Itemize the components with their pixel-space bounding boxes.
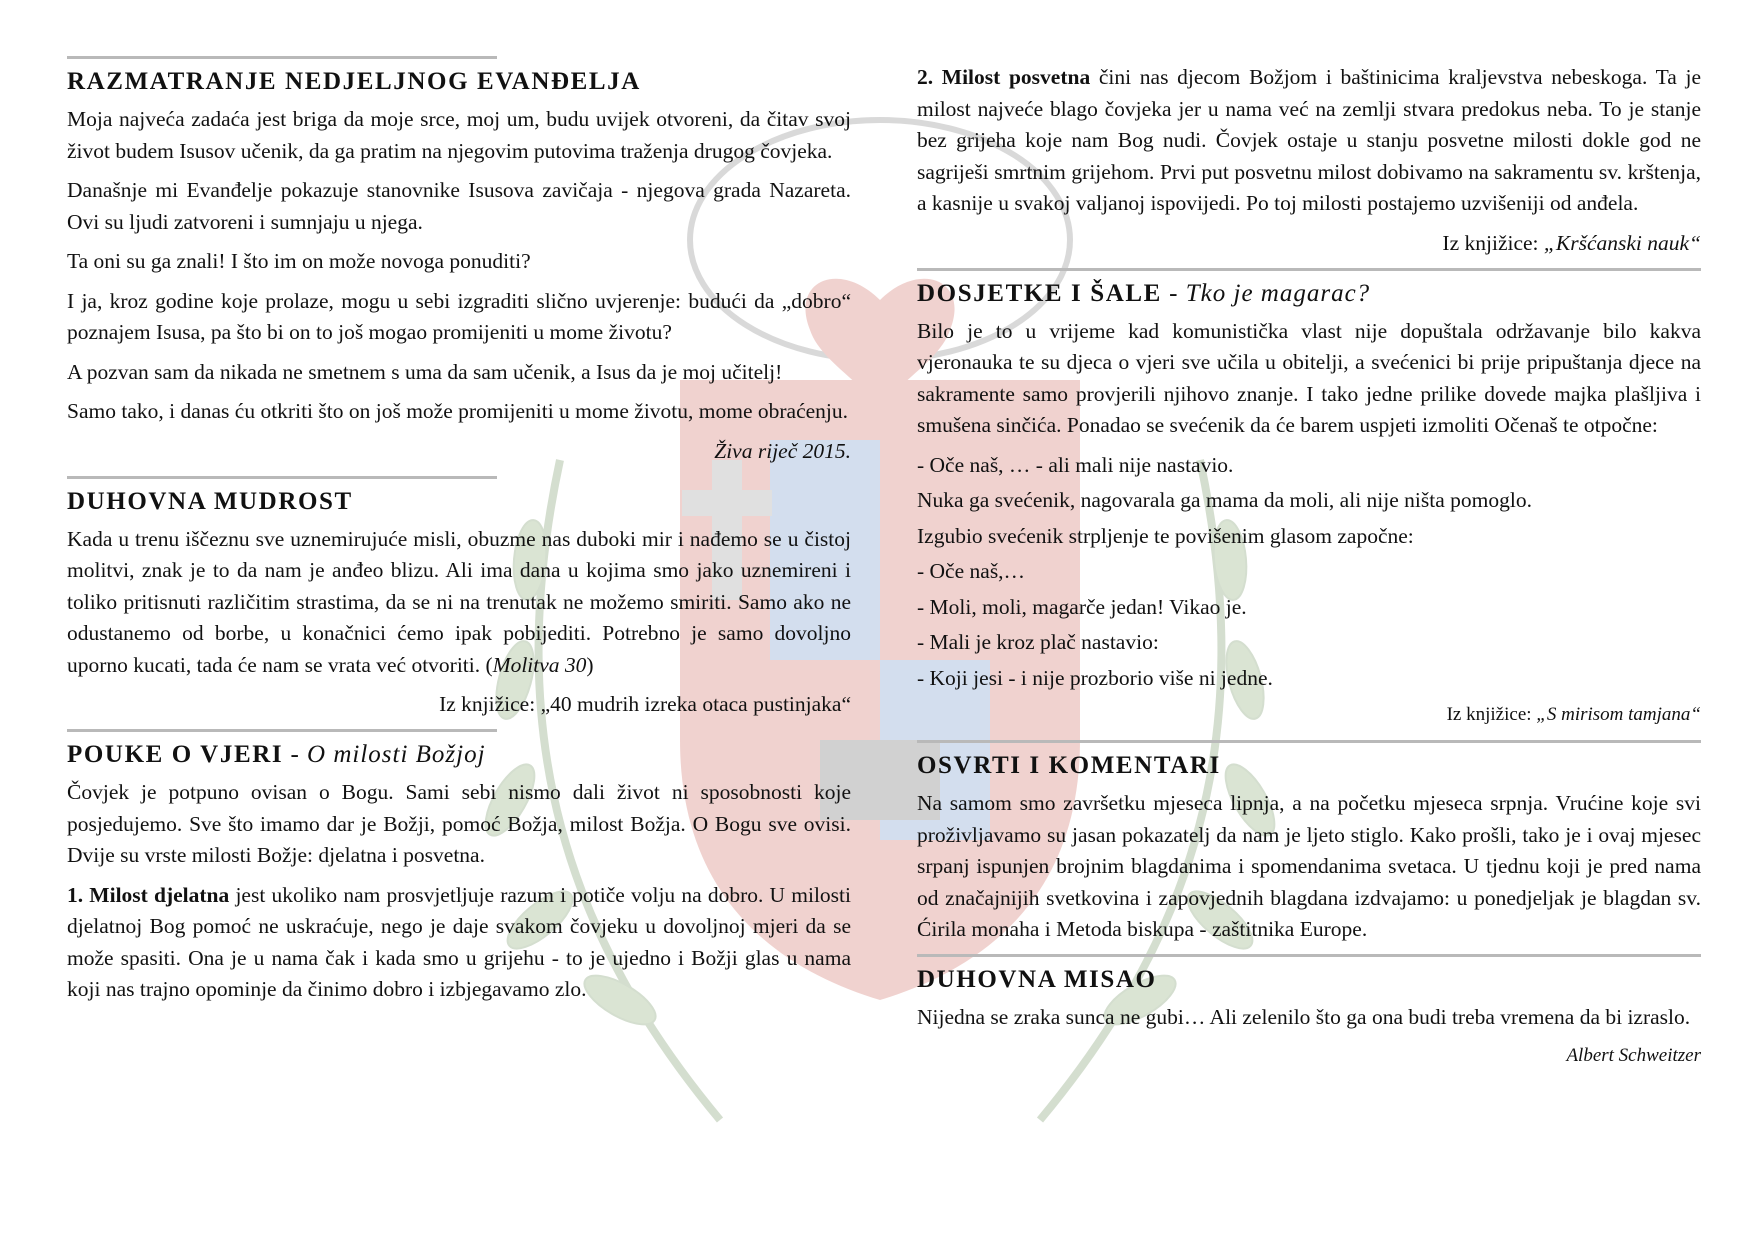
paragraph — [67, 524, 851, 682]
section-title-main: POUKE O VJERI — [67, 741, 284, 768]
source-citation — [917, 700, 1701, 730]
section-title: RAZMATRANJE NEDJELJNOG EVANĐELJA — [67, 68, 641, 95]
section-spiritual-thought — [917, 954, 1701, 1072]
paragraph-text: čini nas djecom Božjom i baštinicima kraljevstva nebeskoga. Ta je milost najveće blago čovjeka jer u nama već na zemlji stvara predokus neba. To je stanje bez grijeha koje nam Bog nudi. Čovjek ostaje u stanju posvetne milosti dokle god ne sagriješi smrtnim grijehom. Prvi put posvetnu milost dobivamo na sakramentu sv. krštenja, a kasnije u svakoj valjanoj ispovijedi. Po toj milosti postajemo uzvišeniji od anđela. — [917, 65, 1701, 215]
dialogue-line: - Oče naš, … - ali mali nije nastavio. — [917, 452, 1234, 477]
source-citation — [917, 228, 1701, 258]
section-title-main: DOSJETKE I ŠALE — [917, 279, 1162, 307]
section-title: OSVRTI I KOMENTARI — [917, 752, 1221, 779]
paragraph: Moja najveća zadaća jest briga da moje srce, moj um, budu uvijek otvoreni, da čitav svoj život budem Isusov učenik, da ga pratim na njegovim putovima traženja drugog čovjeka. — [67, 107, 851, 163]
section-spiritual-wisdom — [67, 476, 851, 720]
dialogue-line: - Oče naš,… — [917, 559, 1026, 583]
source-citation: Živa riječ 2015. — [714, 438, 851, 463]
source-title: „Kršćanski nauk“ — [1543, 230, 1701, 255]
section-divider — [67, 56, 497, 59]
dialogue-line: Izgubio svećenik strpljenje te povišenim glasom započne: — [917, 523, 1414, 548]
dialogue-line: - Mali je kroz plač nastavio: — [917, 630, 1159, 654]
paragraph: I ja, kroz godine koje prolaze, mogu u sebi izgraditi slično uvjerenje: budući da „dobro“ poznajem Isusa, pa što bi on to još mogao promijeniti u mome životu? — [67, 288, 851, 344]
reference-close: ) — [586, 652, 594, 677]
reference: Molitva 30 — [492, 652, 587, 677]
paragraph: Nijedna se zraka sunca ne gubi… Ali zelenilo što ga ona budi treba vremena da bi izraslo. — [917, 1004, 1691, 1029]
title-separator: - — [283, 741, 308, 768]
source-prefix: Iz knjižice: — [1442, 230, 1544, 255]
section-comments — [917, 740, 1701, 946]
dialogue-line: - Koji jesi - i nije prozborio više ni jedne. — [917, 665, 1273, 690]
paragraph — [917, 62, 1701, 220]
source-prefix: Iz knjižice: — [1446, 704, 1537, 725]
paragraph: Ta oni su ga znali! I što im on može novoga ponuditi? — [67, 249, 531, 273]
paragraph: A pozvan sam da nikada ne smetnem s uma da sam učenik, a Isus da je moj učitelj! — [67, 359, 783, 384]
source-citation: Iz knjižice: „40 mudrih izreka otaca pustinjaka“ — [439, 692, 851, 716]
section-subtitle: O milosti Božjoj — [307, 741, 486, 768]
paragraph: Današnje mi Evanđelje pokazuje stanovnike Isusova zavičaja - njegova grada Nazareta. Ovi su ljudi zatvoreni i sumnjaju u njega. — [67, 178, 851, 234]
paragraph — [67, 880, 851, 1006]
title-separator: - — [1161, 279, 1186, 307]
term-bold: 1. Milost djelatna — [67, 882, 230, 907]
section-subtitle: Tko je magarac? — [1185, 279, 1371, 307]
section-divider — [67, 729, 497, 732]
quote-author: Albert Schweitzer — [1566, 1045, 1701, 1066]
section-title: DUHOVNA MISAO — [917, 965, 1157, 993]
left-column — [67, 56, 851, 1014]
paragraph: Samo tako, i danas ću otkriti što on još može promijeniti u mome životu, mome obraćenju. — [67, 399, 849, 423]
section-divider — [917, 268, 1701, 271]
section-faith-lessons — [67, 729, 851, 1006]
section-divider — [67, 476, 497, 479]
dialogue-line: Nuka ga svećenik, nagovarala ga mama da moli, ali nije ništa pomoglo. — [917, 488, 1532, 512]
section-title — [67, 740, 851, 770]
source-title: „S mirisom tamjana“ — [1536, 704, 1701, 725]
paragraph: Čovjek je potpuno ovisan o Bogu. Sami sebi nismo dali život ni sposobnosti koje posjedujemo. Sve što imamo dar je Božji, pomoć Božja, milost Božja. O Bogu sve ovisi. Dvije su vrste milosti Božje: djelatna i posvetna. — [67, 780, 851, 867]
section-gospel-reflection — [67, 56, 851, 466]
section-jokes — [917, 268, 1701, 731]
paragraph: Bilo je to u vrijeme kad komunistička vlast nije dopuštala održavanje bilo kakva vjeronauka te su djeca o vjeri sve učila u obitelji, a svećenici bi prije pripuštanja djece na sakramente samo provjerili njihovo znanje. I tako jedne prilike dovede majka plašljiva i smušena sinčića. Ponadao se svećenik da će barem uspjeti izmoliti Očenaš te otpočne: — [917, 318, 1701, 437]
right-column — [917, 62, 1701, 1081]
section-sanctifying-grace — [917, 62, 1701, 258]
section-title — [917, 279, 1701, 309]
term-bold: 2. Milost posvetna — [917, 65, 1091, 89]
dialogue-line: - Moli, moli, magarče jedan! Vikao je. — [917, 594, 1247, 619]
section-divider — [917, 954, 1701, 957]
section-divider — [917, 740, 1701, 743]
section-title: DUHOVNA MUDROST — [67, 487, 353, 515]
paragraph: Na samom smo završetku mjeseca lipnja, a na početku mjeseca srpnja. Vrućine koje svi proživljavamo su jasan pokazatelj da nam je ljeto stiglo. Kako prošli, tako je i ovaj mjesec srpanj ispunjen brojnim blagdanima i spomendanima svetaca. U tjednu koji je pred nama od značajnijih svetkovina i zapovjednih blagdana izdvajamo: u ponedjeljak je blagdan sv. Ćirila monaha i Metoda biskupa - zaštitnika Europe. — [917, 791, 1701, 941]
paragraph-text: jest ukoliko nam prosvjetljuje razum i potiče volju na dobro. U milosti djelatnoj Bog pomoć ne uskraćuje, nego je daje svakom čovjeku u dovoljnoj mjeri da se može spasiti. Ona je u nama čak i kada smo u grijehu - to je ujedno i Božji glas u nama koji nas trajno opominje da činimo dobro i izbjegavamo zlo. — [67, 882, 851, 1001]
paragraph-text: Kada u trenu iščeznu sve uznemirujuće misli, obuzme nas duboki mir i nađemo se u čistoj molitvi, znak je to da nam je anđeo blizu. Ali ima dana u kojima smo jako uznemireni i toliko pritisnuti različitim strastima, da se ni na trenutak ne možemo smiriti. Samo ako ne odustanemo od borbe, u konačnici ćemo ipak pobijediti. Potrebno je samo dovoljno uporno kucati, tada će nam se vrata već otvoriti. ( — [67, 526, 851, 677]
